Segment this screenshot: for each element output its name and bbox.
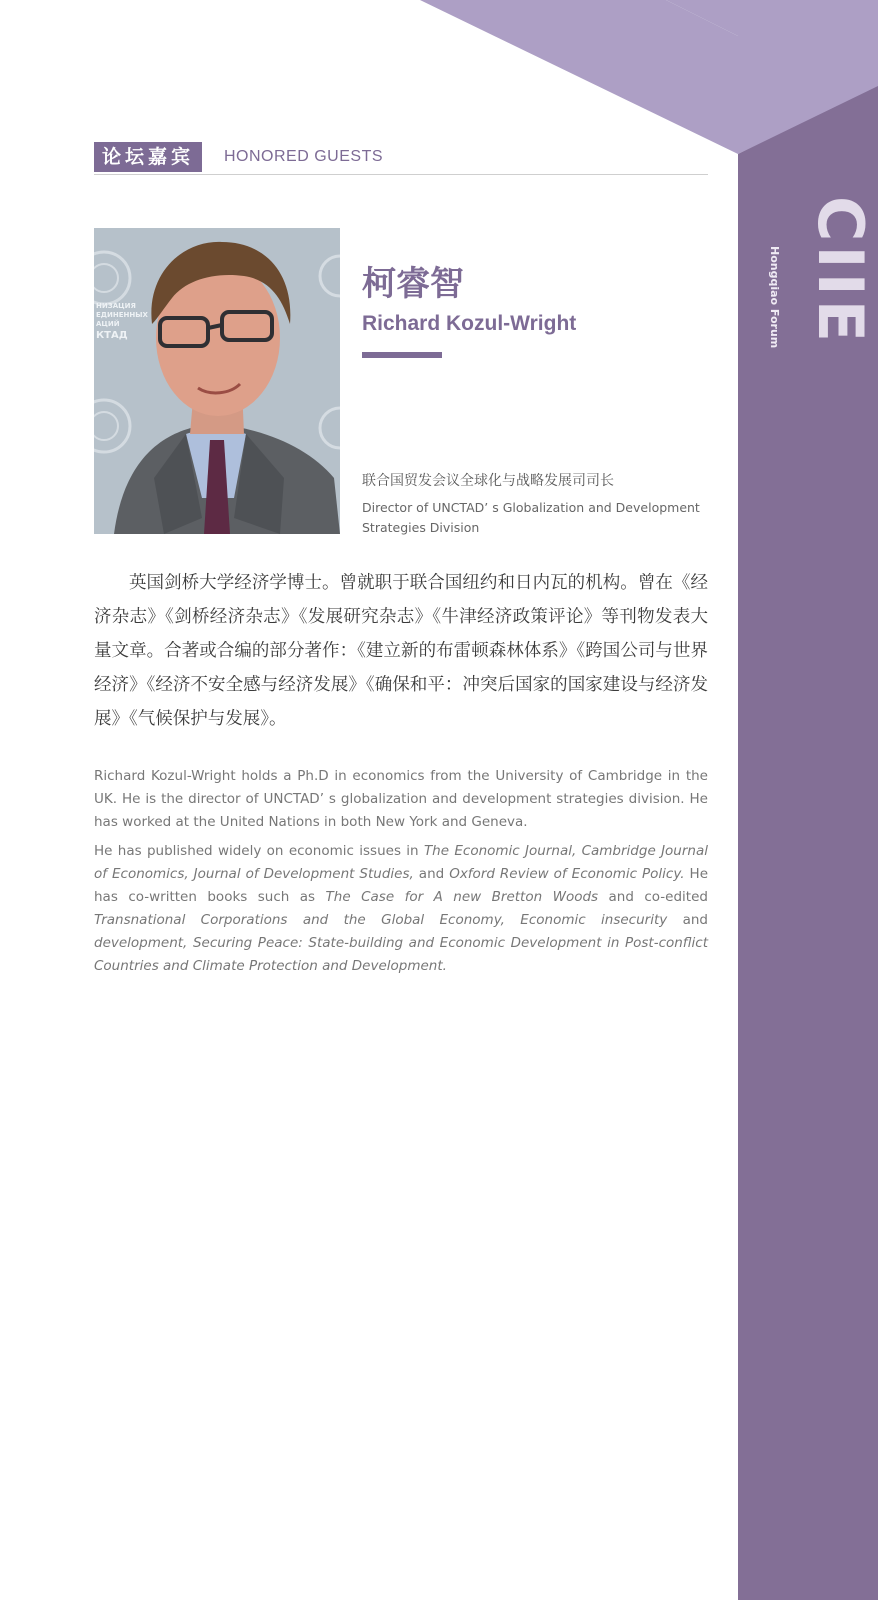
bio-zh: 英国剑桥大学经济学博士。曾就职于联合国纽约和日内瓦的机构。曾在《经济杂志》《剑桥经济杂志》《发展研究杂志》《牛津经济政策评论》等刊物发表大量文章。合著或合编的部分著作：《建立新的布雷顿森林体系》《跨国公司与世界经济》《经济不安全感与经济发展》《确保和平：冲突后国家的国家建设与经济发展》《气候保护与发展》。 [94, 573, 708, 729]
book-title-1: The Case for A new Bretton Woods [325, 889, 599, 905]
guest-photo [94, 228, 340, 534]
portrait-illustration [94, 228, 340, 534]
bio-en-paragraph-1: Richard Kozul-Wright holds a Ph.D in economics from the University of Cambridge in the UK. He is the director of UNCTAD’ s globalization and development strategies division. He has worked at the United Nations in both New York and Geneva. [94, 768, 708, 830]
backdrop-line-2: ЕДИНЕННЫХ [96, 311, 148, 319]
guest-name-en: Richard Kozul-Wright [362, 312, 577, 335]
journal-titles-1: The Economic Journal, Cambridge Journal of Economics, Journal of Development Studies, [94, 843, 708, 882]
bio-en-text-3: He has co-written books such as [94, 866, 709, 905]
bio-en-text-2: and [413, 866, 450, 882]
top-ribbon-light [420, 0, 738, 154]
bio-en-text-5: and [667, 912, 708, 928]
bio-en-text-1: He has published widely on economic issues in [94, 843, 424, 859]
brand-logo: CIIE [804, 196, 877, 346]
guest-title-en: Director of UNCTAD’ s Globalization and Development Strategies Division [362, 500, 700, 535]
section-label-en: HONORED GUESTS [224, 148, 384, 165]
brand-subtitle: Hongqiao Forum [768, 246, 781, 349]
section-header [94, 142, 708, 175]
guest-name-zh: 柯睿智 [362, 264, 464, 304]
journal-titles-2: Oxford Review of Economic Policy. [449, 866, 685, 882]
guest-title-zh: 联合国贸发会议全球化与战略发展司司长 [362, 473, 614, 489]
bio-en-paragraph-2 [94, 840, 708, 978]
backdrop-line-3: АЦИЙ [96, 320, 120, 328]
name-underline-bar [362, 352, 442, 358]
bio-en-text-4: and co-edited [598, 889, 708, 905]
section-label-zh: 论坛嘉宾 [94, 142, 202, 172]
backdrop-line-4: КТАД [96, 330, 128, 341]
backdrop-line-1: НИЗАЦИЯ [96, 302, 136, 310]
book-titles-2: Transnational Corporations and the Global Economy, Economic insecurity [94, 912, 668, 928]
book-titles-3: development, Securing Peace: State-building and Economic Development in Post-conflict Countries and Climate Protection and Development. [94, 935, 708, 974]
